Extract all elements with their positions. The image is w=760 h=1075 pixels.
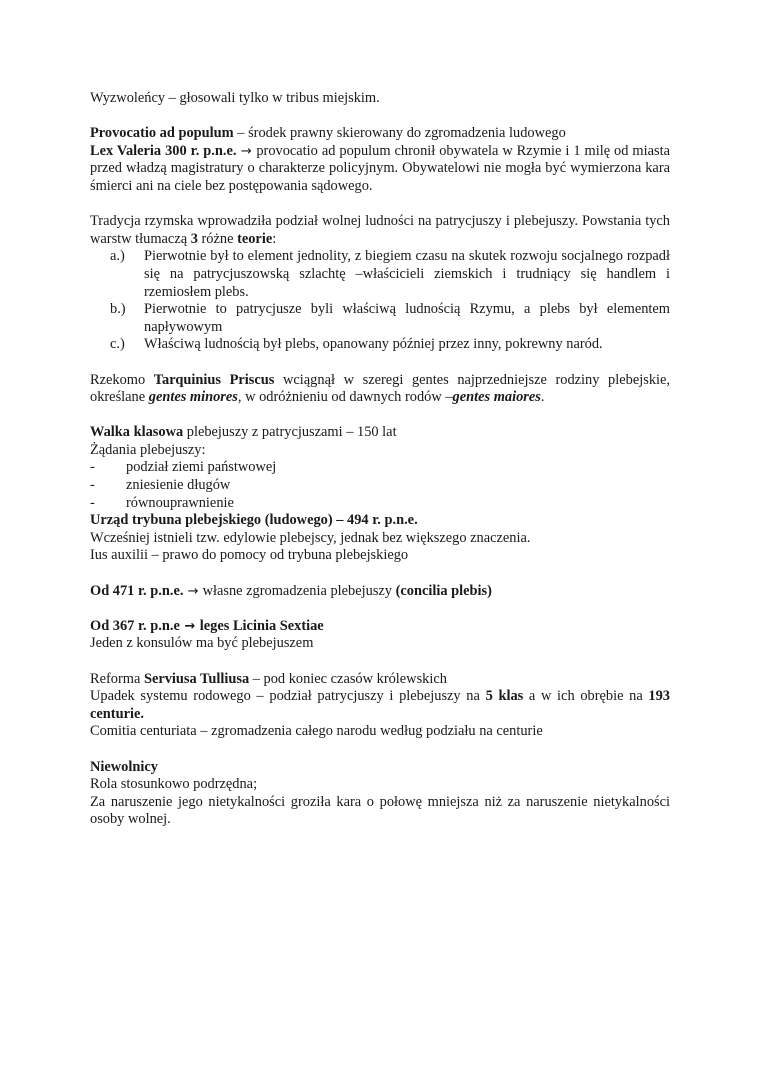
paragraph-slave-role: Rola stosunkowo podrzędna; [90, 776, 258, 793]
term-lex-valeria: Lex Valeria 300 r. p.n.e. [90, 142, 237, 159]
list-item: b.) Pierwotnie to patrycjusze byli właściwą ludnością Rzymu, a plebs był elementem napływowym [110, 301, 670, 335]
paragraph-tribune: Urząd trybuna plebejskiego (ludowego) – 494 r. p.n.e. [90, 512, 418, 529]
paragraph-class-struggle: Walka klasowa plebejuszy z patrycjuszami – 150 lat [90, 424, 397, 441]
paragraph-slave-penalty: Za naruszenie jego nietykalności groziła kara o połowę mniejsza niż za naruszenie nietykalności osoby wolnej. [90, 793, 670, 828]
arrow-right-icon: → [183, 583, 203, 599]
list-item: - równouprawnienie [90, 494, 234, 511]
list-item: a.) Pierwotnie był to element jednolity, z biegiem czasu na skutek rozwoju socjalnego rozpadł się na patrycjuszowską szlachtę –właścicieli ziemskich i trudniący się handlem i rzemiosłem plebs. [110, 248, 670, 300]
demands-list [90, 459, 670, 512]
paragraph-demands-heading: Żądania plebejuszy: [90, 441, 206, 458]
paragraph-freedmen: Wyzwoleńcy – głosowali tylko w tribus miejskim. [90, 90, 380, 106]
paragraph-classes: Upadek systemu rodowego – podział patrycjuszy i plebejuszy na 5 klas a w ich obrębie na 193 centurie. [90, 688, 670, 722]
paragraph-reform: Reforma Serviusa Tulliusa – pod koniec czasów królewskich [90, 670, 447, 687]
paragraph-tarquinius: Rzekomo Tarquinius Priscus wciągnął w szeregi gentes najprzedniejsze rodziny plebejskie, określane gentes minores, w odróżnieniu od dawnych rodów –gentes maiores. [90, 371, 670, 406]
paragraph-lex-valeria: Lex Valeria 300 r. p.n.e. → provocatio ad populum chronił obywatela w Rzymie i 1 milę od miasta przed władzą magistratury o charakterze policyjnym. Obywatelowi nie mogła być wymierzona kara śmierci ani na ciele bez postępowania sądowego. [90, 142, 670, 194]
document-page [90, 90, 670, 829]
theories-list [90, 248, 670, 354]
list-item: - podział ziemi państwowej [90, 459, 277, 476]
arrow-right-icon: → [236, 143, 257, 159]
term-provocatio: Provocatio ad populum [90, 125, 234, 142]
list-item: - zniesienie długów [90, 477, 231, 494]
list-item: c.) Właściwą ludnością był plebs, opanowany później przez inny, pokrewny naród. [110, 336, 603, 353]
paragraph-367: Od 367 r. p.n.e → leges Licinia Sextiae [90, 617, 324, 634]
paragraph-471: Od 471 r. p.n.e. → własne zgromadzenia plebejuszy (concilia plebis) [90, 582, 492, 599]
paragraph-ius-auxilii: Ius auxilii – prawo do pomocy od trybuna plebejskiego [90, 547, 409, 564]
paragraph-comitia: Comitia centuriata – zgromadzenia całego narodu według podziału na centurie [90, 723, 543, 740]
heading-slaves: Niewolnicy [90, 758, 158, 775]
paragraph-consuls: Jeden z konsulów ma być plebejuszem [90, 635, 314, 652]
paragraph-provocatio: Provocatio ad populum – środek prawny skierowany do zgromadzenia ludowego [90, 125, 566, 142]
paragraph-tradition: Tradycja rzymska wprowadziła podział wolnej ludności na patrycjuszy i plebejuszy. Powstania tych warstw tłumaczą 3 różne teorie: [90, 213, 670, 247]
paragraph-aediles: Wcześniej istnieli tzw. edylowie plebejscy, jednak bez większego znaczenia. [90, 529, 531, 546]
arrow-right-icon: → [179, 618, 200, 634]
